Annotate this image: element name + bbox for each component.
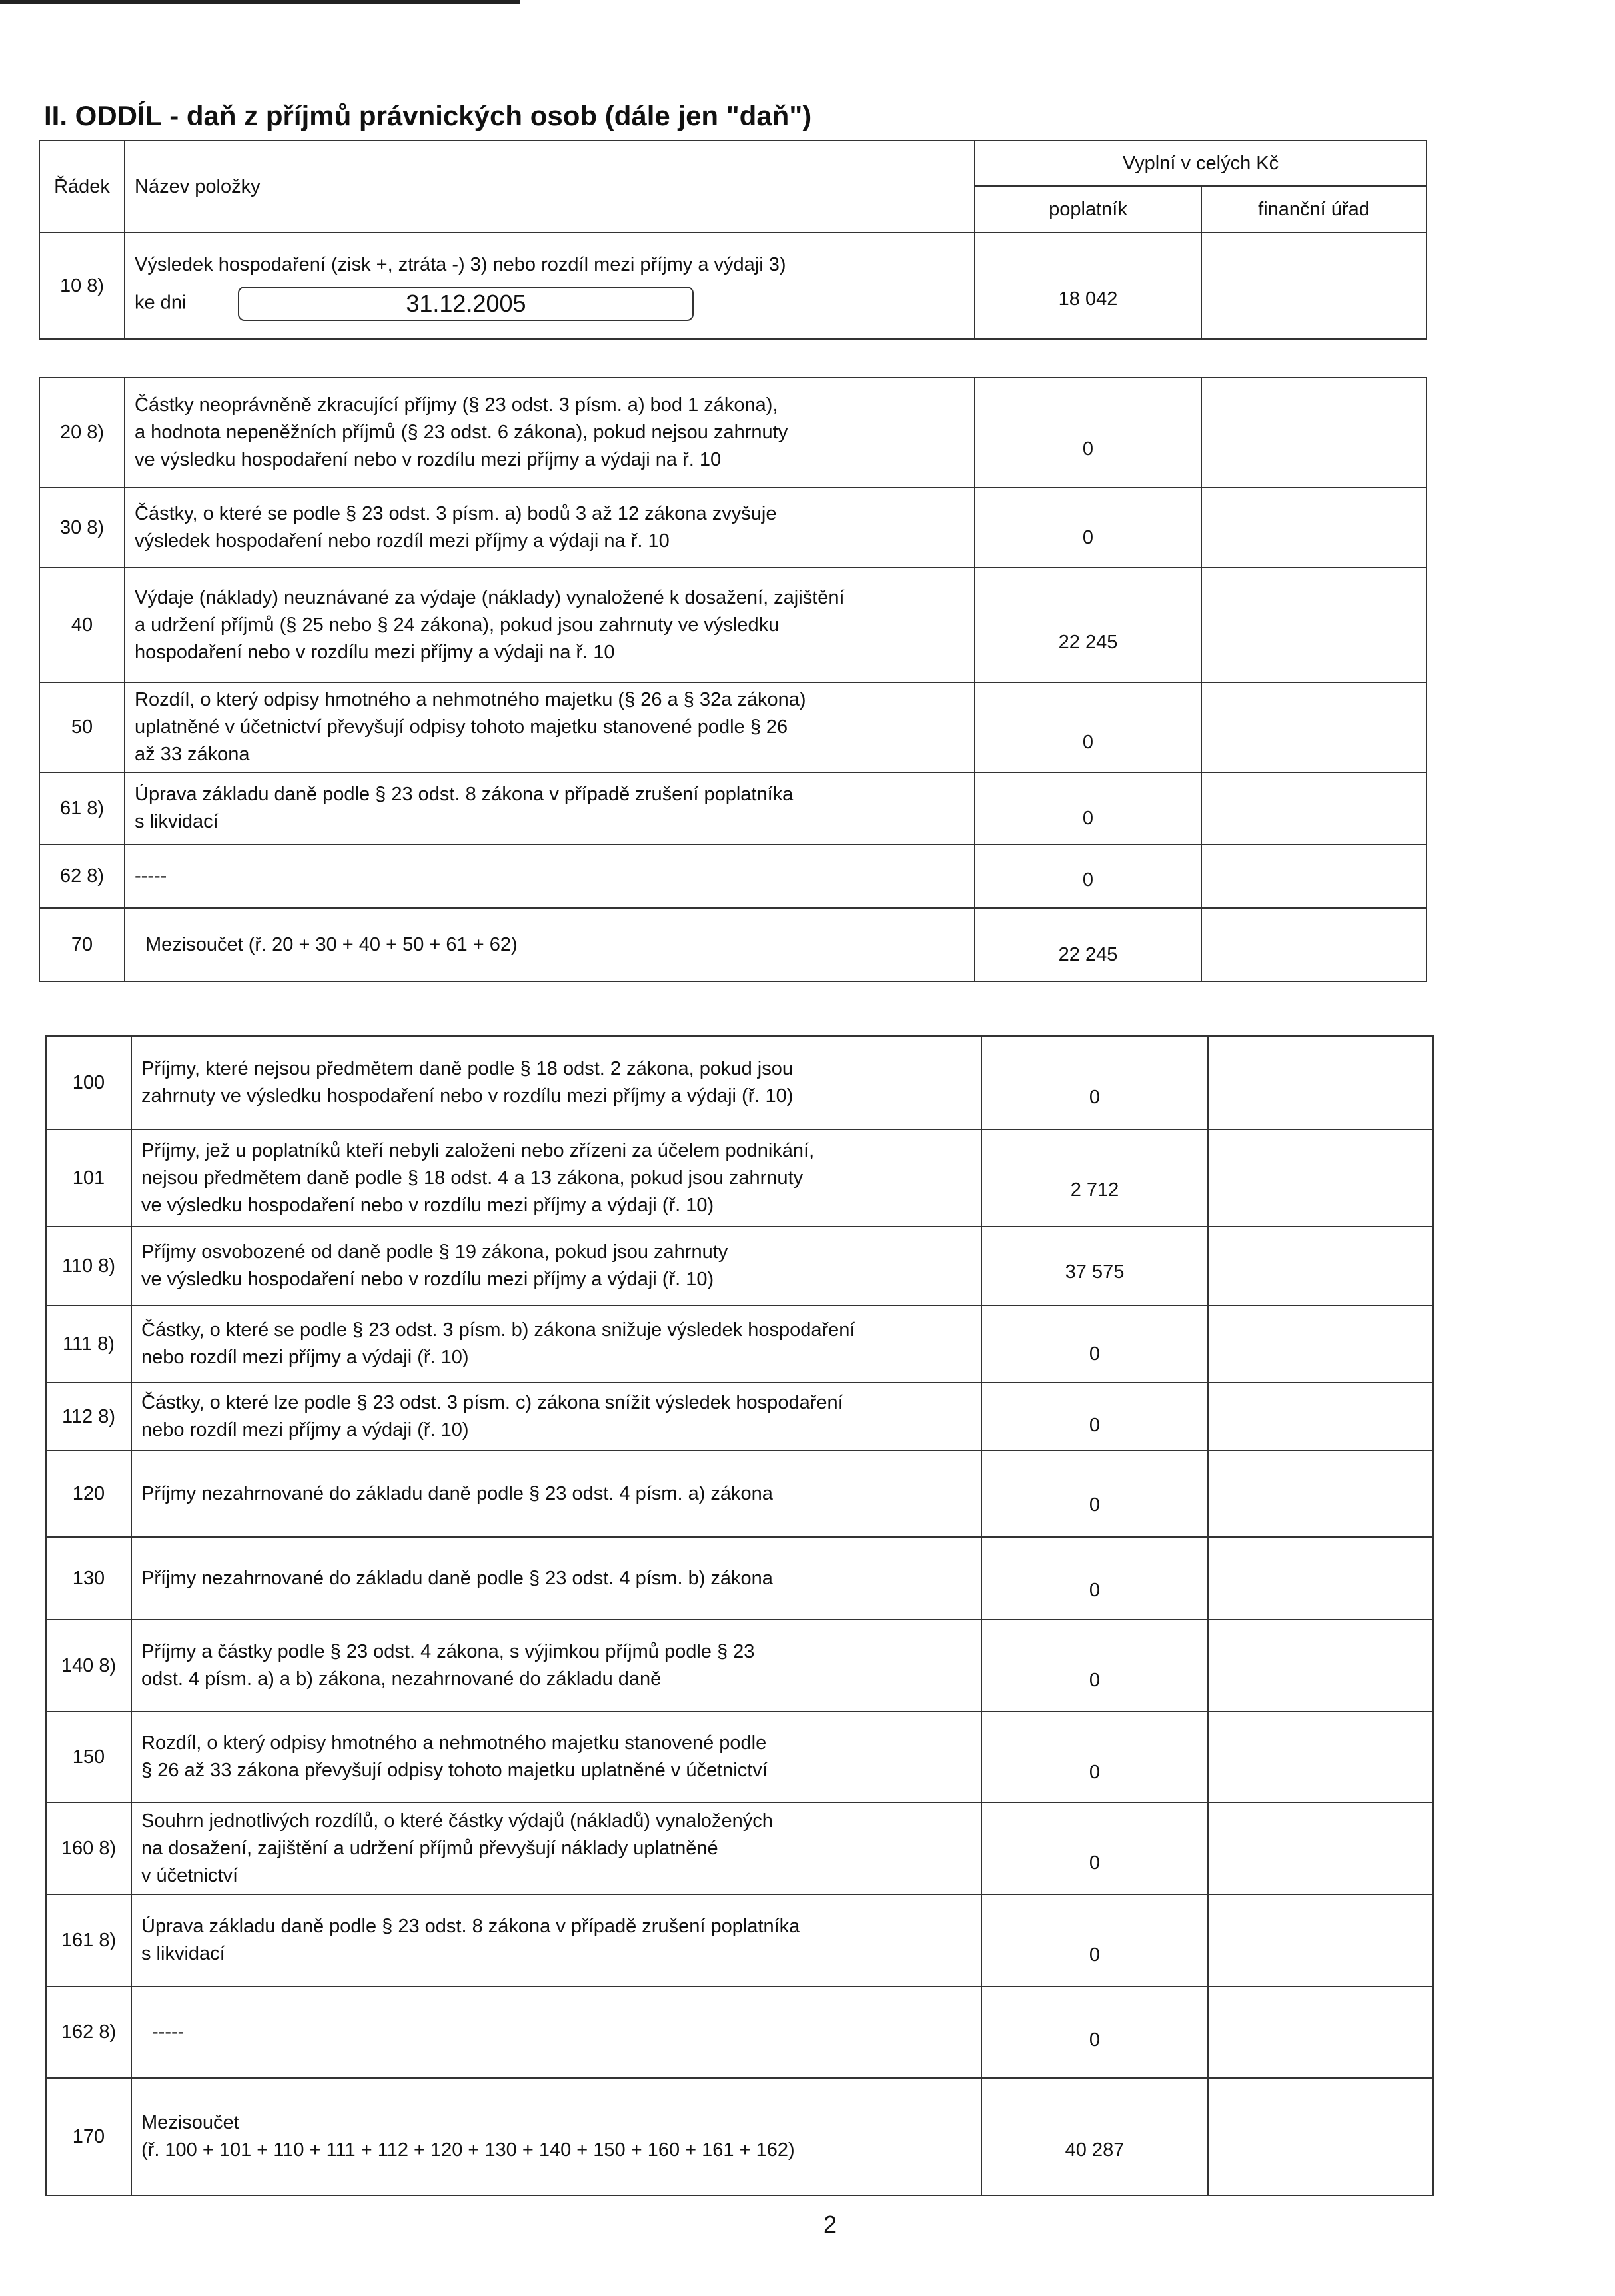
row-10-line: Výsledek hospodaření (zisk +, ztráta -) 3) nebo rozdíl mezi příjmy a výdaji 3) xyxy=(135,253,786,275)
row-line: ve výsledku hospodaření nebo v rozdílu mezi příjmy a výdaji (ř. 10) xyxy=(141,1194,714,1216)
row-description xyxy=(131,1802,981,1894)
office-value[interactable] xyxy=(1208,1620,1433,1712)
block1-table xyxy=(39,377,1427,982)
row-line: na dosažení, zajištění a udržení příjmů převyšují náklady uplatněné xyxy=(141,1837,718,1859)
table-row xyxy=(46,1129,1433,1227)
row-description xyxy=(131,1537,981,1620)
row-number: 130 xyxy=(46,1537,131,1620)
row-description xyxy=(131,1305,981,1383)
office-value[interactable] xyxy=(1208,1894,1433,1986)
header-office-col: finanční úřad xyxy=(1201,186,1426,233)
row-description xyxy=(125,682,975,772)
taxpayer-value[interactable]: 0 xyxy=(975,844,1201,908)
row-line: Příjmy a částky podle § 23 odst. 4 zákona, s výjimkou příjmů podle § 23 xyxy=(141,1641,755,1662)
row-line: ----- xyxy=(135,865,167,887)
row-number: 162 8) xyxy=(46,1986,131,2078)
row-number: 150 xyxy=(46,1712,131,1802)
office-value[interactable] xyxy=(1208,1450,1433,1537)
row-line: Částky, o které se podle § 23 odst. 3 písm. b) zákona snižuje výsledek hospodaření xyxy=(141,1319,855,1341)
office-value[interactable] xyxy=(1201,844,1426,908)
office-value[interactable] xyxy=(1201,488,1426,568)
table-row xyxy=(39,844,1426,908)
row-line: Příjmy, které nejsou předmětem daně podle § 18 odst. 2 zákona, pokud jsou xyxy=(141,1058,793,1079)
row-line: Souhrn jednotlivých rozdílů, o které částky výdajů (nákladů) vynaložených xyxy=(141,1810,773,1832)
header-name-col: Název položky xyxy=(125,141,975,233)
table-row xyxy=(39,682,1426,772)
taxpayer-value[interactable]: 0 xyxy=(975,488,1201,568)
row-line: Příjmy, jež u poplatníků kteří nebyli založeni nebo zřízeni za účelem podnikání, xyxy=(141,1139,815,1161)
row-description xyxy=(125,568,975,682)
row-number: 170 xyxy=(46,2078,131,2195)
row-line: Mezisoučet (ř. 20 + 30 + 40 + 50 + 61 + 62) xyxy=(145,933,518,955)
taxpayer-value[interactable]: 0 xyxy=(975,682,1201,772)
row-number: 50 xyxy=(39,682,125,772)
row-10-date-label: ke dni xyxy=(135,292,187,314)
row-line: nebo rozdíl mezi příjmy a výdaji (ř. 10) xyxy=(141,1347,469,1368)
row-number: 110 8) xyxy=(46,1227,131,1305)
office-value[interactable] xyxy=(1208,1036,1433,1129)
row-description xyxy=(131,1620,981,1712)
page-number: 2 xyxy=(823,2211,837,2238)
row-line: ----- xyxy=(152,2021,185,2043)
row-line: nejsou předmětem daně podle § 18 odst. 4 a 13 zákona, pokud jsou zahrnuty xyxy=(141,1167,804,1189)
office-value[interactable] xyxy=(1201,682,1426,772)
row-number: 70 xyxy=(39,908,125,981)
row-number: 62 8) xyxy=(39,844,125,908)
row-line: Příjmy nezahrnované do základu daně podle § 23 odst. 4 písm. a) zákona xyxy=(141,1482,773,1504)
office-value[interactable] xyxy=(1201,378,1426,488)
office-value[interactable] xyxy=(1208,1129,1433,1227)
table-row xyxy=(39,378,1426,488)
row-line: Úprava základu daně podle § 23 odst. 8 zákona v případě zrušení poplatníka xyxy=(135,784,794,805)
row-number: 140 8) xyxy=(46,1620,131,1712)
header-table xyxy=(39,140,1427,340)
row-line: ve výsledku hospodaření nebo v rozdílu mezi příjmy a výdaji (ř. 10) xyxy=(141,1269,714,1290)
block2-table xyxy=(45,1035,1434,2196)
table-row xyxy=(46,1802,1433,1894)
row-number: 30 8) xyxy=(39,488,125,568)
row-description xyxy=(131,1450,981,1537)
taxpayer-value[interactable]: 0 xyxy=(981,1305,1208,1383)
office-value[interactable] xyxy=(1201,908,1426,981)
row-line: v účetnictví xyxy=(141,1864,239,1886)
taxpayer-value[interactable]: 0 xyxy=(975,378,1201,488)
row-line: Příjmy nezahrnované do základu daně podle § 23 odst. 4 písm. b) zákona xyxy=(141,1567,773,1589)
taxpayer-value[interactable]: 0 xyxy=(981,1036,1208,1129)
row-line: Výdaje (náklady) neuznávané za výdaje (náklady) vynaložené k dosažení, zajištění xyxy=(135,586,845,608)
table-row xyxy=(46,1620,1433,1712)
row-line: Úprava základu daně podle § 23 odst. 8 zákona v případě zrušení poplatníka xyxy=(141,1916,800,1937)
row-line: odst. 4 písm. a) a b) zákona, nezahrnované do základu daně xyxy=(141,1668,662,1690)
row-10-value[interactable]: 18 042 xyxy=(975,233,1201,339)
table-row xyxy=(46,1305,1433,1383)
taxpayer-value[interactable]: 0 xyxy=(981,1450,1208,1537)
table-row xyxy=(46,1894,1433,1986)
row-line: Mezisoučet xyxy=(141,2112,239,2133)
row-number: 160 8) xyxy=(46,1802,131,1894)
header-row-col: Řádek xyxy=(39,141,125,233)
taxpayer-value[interactable]: 0 xyxy=(981,1537,1208,1620)
table-row xyxy=(46,1227,1433,1305)
row-line: uplatněné v účetnictví převyšují odpisy tohoto majetku stanovené podle § 26 xyxy=(135,716,788,738)
row-number: 61 8) xyxy=(39,772,125,844)
taxpayer-value[interactable]: 0 xyxy=(981,1894,1208,1986)
row-line: a udržení příjmů (§ 25 nebo § 24 zákona), pokud jsou zahrnuty ve výsledku xyxy=(135,614,780,636)
table-row xyxy=(46,1986,1433,2078)
taxpayer-value[interactable]: 40 287 xyxy=(981,2078,1208,2195)
office-value[interactable] xyxy=(1208,1986,1433,2078)
table-row xyxy=(46,1537,1433,1620)
office-value[interactable] xyxy=(1201,568,1426,682)
table-row xyxy=(39,488,1426,568)
table-row xyxy=(39,908,1426,981)
office-value[interactable] xyxy=(1208,2078,1433,2195)
row-description xyxy=(131,1712,981,1802)
row-line: Rozdíl, o který odpisy hmotného a nehmotného majetku (§ 26 a § 32a zákona) xyxy=(135,689,806,710)
row-description xyxy=(125,378,975,488)
row-line: Příjmy osvobozené od daně podle § 19 zákona, pokud jsou zahrnuty xyxy=(141,1241,728,1263)
taxpayer-value[interactable]: 0 xyxy=(981,1986,1208,2078)
table-row xyxy=(39,568,1426,682)
taxpayer-value[interactable]: 2 712 xyxy=(981,1129,1208,1227)
row-line: (ř. 100 + 101 + 110 + 111 + 112 + 120 + 130 + 140 + 150 + 160 + 161 + 162) xyxy=(141,2139,795,2161)
top-rule xyxy=(0,0,520,4)
row-line: hospodaření nebo v rozdílu mezi příjmy a výdaji na ř. 10 xyxy=(135,641,615,663)
row-line: s likvidací xyxy=(135,811,219,832)
row-number: 161 8) xyxy=(46,1894,131,1986)
office-value[interactable] xyxy=(1201,772,1426,844)
row-number: 111 8) xyxy=(46,1305,131,1383)
row-description xyxy=(131,1227,981,1305)
table-row xyxy=(46,1036,1433,1129)
row-10-date-line xyxy=(135,287,965,321)
date-field[interactable]: 31.12.2005 xyxy=(238,287,694,321)
row-line: Částky, o které lze podle § 23 odst. 3 písm. c) zákona snížit výsledek hospodaření xyxy=(141,1392,843,1413)
row-description xyxy=(125,488,975,568)
row-line: Částky, o které se podle § 23 odst. 3 písm. a) bodů 3 až 12 zákona zvyšuje xyxy=(135,503,777,524)
row-line: a hodnota nepeněžních příjmů (§ 23 odst. 6 zákona), pokud nejsou zahrnuty xyxy=(135,422,788,443)
header-fill-note: Vyplní v celých Kč xyxy=(975,141,1426,186)
row-number: 112 8) xyxy=(46,1383,131,1450)
row-line: s likvidací xyxy=(141,1943,225,1964)
office-value[interactable] xyxy=(1208,1537,1433,1620)
row-description xyxy=(125,772,975,844)
office-value[interactable] xyxy=(1208,1227,1433,1305)
table-row xyxy=(46,1712,1433,1802)
row-line: ve výsledku hospodaření nebo v rozdílu mezi příjmy a výdaji na ř. 10 xyxy=(135,449,722,470)
taxpayer-value[interactable]: 0 xyxy=(981,1620,1208,1712)
office-value[interactable] xyxy=(1208,1802,1433,1894)
taxpayer-value[interactable]: 22 245 xyxy=(975,568,1201,682)
taxpayer-value[interactable]: 0 xyxy=(981,1712,1208,1802)
table-row xyxy=(46,1383,1433,1450)
row-line: zahrnuty ve výsledku hospodaření nebo v rozdílu mezi příjmy a výdaji (ř. 10) xyxy=(141,1085,794,1107)
row-number: 120 xyxy=(46,1450,131,1537)
row-number: 100 xyxy=(46,1036,131,1129)
row-line: nebo rozdíl mezi příjmy a výdaji (ř. 10) xyxy=(141,1419,469,1440)
row-description xyxy=(125,908,975,981)
row-description xyxy=(131,2078,981,2195)
row-line: až 33 zákona xyxy=(135,744,250,765)
row-number: 101 xyxy=(46,1129,131,1227)
office-value[interactable] xyxy=(1208,1305,1433,1383)
row-description xyxy=(131,1383,981,1450)
table-row xyxy=(46,2078,1433,2195)
office-value[interactable] xyxy=(1208,1712,1433,1802)
section-title: II. ODDÍL - daň z příjmů právnických osob (dále jen "daň") xyxy=(44,100,812,131)
table-row xyxy=(39,772,1426,844)
row-description xyxy=(131,1986,981,2078)
row-line: Rozdíl, o který odpisy hmotného a nehmotného majetku stanovené podle xyxy=(141,1732,767,1754)
row-line: § 26 až 33 zákona převyšují odpisy tohoto majetku uplatněné v účetnictví xyxy=(141,1760,768,1781)
row-description xyxy=(131,1894,981,1986)
taxpayer-value[interactable]: 37 575 xyxy=(981,1227,1208,1305)
table-row xyxy=(46,1450,1433,1537)
taxpayer-value[interactable]: 0 xyxy=(981,1802,1208,1894)
office-value[interactable] xyxy=(1208,1383,1433,1450)
header-taxpayer-col: poplatník xyxy=(975,186,1201,233)
taxpayer-value[interactable]: 22 245 xyxy=(975,908,1201,981)
row-10-number: 10 8) xyxy=(39,233,125,339)
row-description xyxy=(131,1036,981,1129)
row-description xyxy=(131,1129,981,1227)
row-10-description xyxy=(125,233,975,339)
row-line: Částky neoprávněně zkracující příjmy (§ 23 odst. 3 písm. a) bod 1 zákona), xyxy=(135,394,778,416)
taxpayer-value[interactable]: 0 xyxy=(981,1383,1208,1450)
row-number: 40 xyxy=(39,568,125,682)
row-line: výsledek hospodaření nebo rozdíl mezi příjmy a výdaji na ř. 10 xyxy=(135,530,670,552)
row-description xyxy=(125,844,975,908)
taxpayer-value[interactable]: 0 xyxy=(975,772,1201,844)
row-number: 20 8) xyxy=(39,378,125,488)
row-10-office-value[interactable] xyxy=(1201,233,1426,339)
